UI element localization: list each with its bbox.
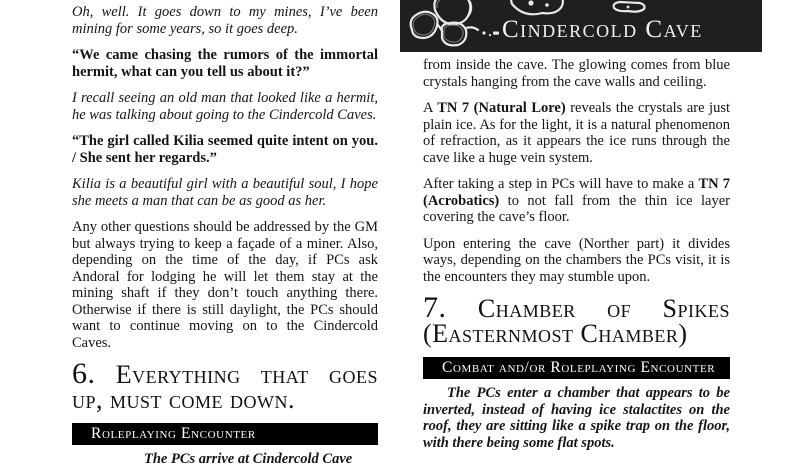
right-column — [423, 57, 730, 461]
npc-dialogue-paragraph: Oh, well. It goes down to my mines, I’ve been mining for some years, so it goes deep. — [72, 4, 378, 37]
read-aloud-paragraph: The PCs enter a chamber that appears to be inverted, instead of having ice stalactites on the roof, they are sitting like a spike trap on the floor, with there being some flat spots. — [423, 385, 730, 451]
roleplaying-encounter-bar — [72, 423, 378, 445]
heading-word: of — [607, 294, 632, 323]
paragraph-text: to not fall from the thin ice layer covering the cave’s floor. — [423, 192, 730, 225]
skill-check-label: TN 7 (Acrobatics) — [423, 176, 730, 209]
section-heading-7-line1 — [423, 291, 730, 324]
cave-description-paragraph: from inside the cave. The glowing comes from blue crystals hanging from the cave walls and ceiling. — [423, 57, 730, 90]
section-heading-7 — [423, 291, 730, 348]
section-heading-6-line1 — [72, 357, 378, 390]
heading-word: Everything — [115, 360, 241, 389]
read-aloud-paragraph: The PCs arrive at Cindercold Cave — [144, 451, 353, 467]
cave-entrance-paragraph: Upon entering the cave (Norther part) it divides ways, depending on the chambers the PCs visit, it is the encounters they may stumble upon. — [423, 235, 730, 285]
npc-dialogue-paragraph: Kilia is a beautiful girl with a beautiful soul, I hope she meets a man that can be as good as her. — [72, 176, 378, 209]
heading-word: Chamber — [477, 294, 576, 323]
section-heading-6 — [72, 357, 378, 414]
gm-guidance-paragraph: Any other questions should be addressed by the GM but always trying to keep a façade of a miner. Also, depending on the time of the day, if PCs ask Andoral for lodging he will let them stay at the mining shaft if they don’t touch anything there. Otherwise if there is still daylight, the PCs should want to continue moving on to the Cindercold Caves. — [72, 219, 378, 351]
combat-roleplaying-encounter-bar — [423, 357, 730, 379]
heading-word: goes — [328, 360, 378, 389]
pc-question-paragraph: “The girl called Kilia seemed quite intent on you. / She sent her regards.” — [72, 133, 378, 166]
paragraph-text: A — [423, 100, 438, 116]
pc-question-paragraph: “We came chasing the rumors of the immortal hermit, what can you tell us about it?” — [72, 47, 378, 80]
heading-word: Spikes — [662, 294, 730, 323]
paragraph-text: After taking a step in PCs will have to make a — [423, 176, 699, 192]
section-heading-6-line2: up, must come down. — [72, 385, 296, 414]
paragraph-text: reveals the crystals are just plain ice. As for the light, it is a natural phenomenon of refraction, as it appears the ice runs through the cave like a huge vein system. — [423, 100, 731, 166]
banner-title: Cindercold Cave — [502, 16, 703, 43]
section-number: 6. — [72, 357, 96, 390]
section-number: 7. — [423, 291, 447, 324]
cindercold-cave-banner — [400, 0, 762, 52]
natural-lore-check-paragraph — [423, 100, 730, 166]
encounter-bar-label: Roleplaying Encounter — [91, 424, 256, 442]
encounter-bar-label: Combat and/or Roleplaying Encounter — [442, 358, 716, 376]
skill-check-label: TN 7 (Natural Lore) — [437, 100, 566, 116]
left-column — [72, 4, 378, 468]
heading-word: that — [260, 360, 309, 389]
acrobatics-check-paragraph — [423, 176, 730, 226]
npc-dialogue-paragraph: I recall seeing an old man that looked like a hermit, he was talking about going to the Cindercold Caves. — [72, 90, 378, 123]
section-heading-7-line2: (Easternmost Chamber) — [423, 319, 688, 348]
